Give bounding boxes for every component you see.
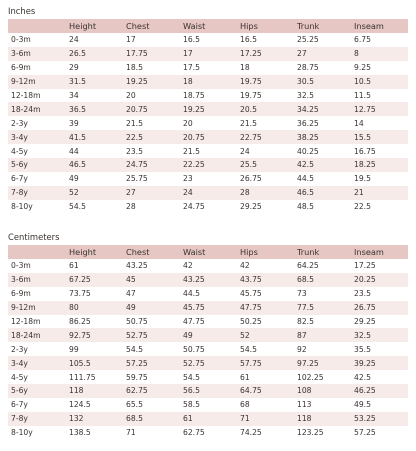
measurement-cell: 41.5 — [69, 132, 86, 142]
measurement-cell: 52.75 — [183, 358, 205, 368]
measurement-cell: 118 — [297, 414, 312, 424]
measurement-cell: 108 — [297, 386, 312, 396]
table-row — [8, 259, 408, 273]
table-row — [8, 33, 408, 47]
measurement-cell: 57.25 — [126, 358, 148, 368]
measurement-cell: 46.25 — [354, 386, 376, 396]
size-label-cell: 12-18m — [11, 91, 41, 100]
table-row — [8, 102, 408, 116]
measurement-cell: 42.5 — [297, 160, 314, 170]
measurement-cell: 22.5 — [126, 132, 143, 142]
measurement-cell: 20.75 — [183, 132, 205, 142]
table-row — [8, 144, 408, 158]
measurement-cell: 68.5 — [126, 414, 143, 424]
measurement-cell: 82.5 — [297, 317, 314, 326]
measurement-cell: 6.75 — [354, 35, 371, 45]
size-label-cell: 3-6m — [11, 49, 31, 59]
table-row — [8, 61, 408, 75]
measurement-cell: 49.5 — [354, 400, 371, 410]
measurement-cell: 28.75 — [297, 63, 319, 73]
measurement-cell: 16.5 — [240, 35, 257, 45]
measurement-cell: 52 — [240, 330, 250, 340]
measurement-cell: 99 — [69, 344, 79, 354]
table-row — [8, 75, 408, 89]
measurement-cell: 42.5 — [354, 372, 371, 382]
measurement-cell: 42 — [240, 261, 250, 271]
measurement-cell: 32.5 — [354, 330, 371, 340]
measurement-cell: 67.25 — [69, 275, 91, 285]
size-label-cell: 2-3y — [11, 118, 28, 128]
measurement-cell: 49 — [69, 174, 79, 184]
measurement-cell: 17.75 — [126, 49, 148, 59]
measurement-cell: 113 — [297, 400, 312, 410]
measurement-cell: 25.5 — [240, 160, 257, 170]
measurement-cell: 20.75 — [126, 104, 148, 114]
size-label-cell: 18-24m — [11, 330, 41, 340]
measurement-cell: 68 — [240, 400, 250, 410]
table-row — [8, 47, 408, 61]
measurement-cell: 118 — [69, 386, 84, 396]
measurement-cell: 73 — [297, 289, 307, 299]
measurement-cell: 18.25 — [354, 160, 376, 170]
measurement-cell: 31.5 — [69, 77, 86, 87]
inches-size-table — [8, 19, 408, 214]
measurement-cell: 21.5 — [183, 146, 200, 156]
measurement-cell: 28 — [240, 188, 250, 198]
header-size-cell — [8, 19, 66, 33]
size-label-cell: 5-6y — [11, 160, 28, 170]
measurement-cell: 35.5 — [354, 344, 371, 354]
size-label-cell: 6-9m — [11, 63, 31, 73]
centimeters-size-table — [8, 245, 408, 440]
measurement-cell: 14 — [354, 118, 364, 128]
measurement-cell: 105.5 — [69, 358, 91, 368]
measurement-cell: 92 — [297, 344, 307, 354]
measurement-cell: 44.5 — [183, 289, 200, 299]
measurement-cell: 39 — [69, 118, 79, 128]
table-row — [8, 287, 408, 301]
measurement-cell: 54.5 — [183, 372, 200, 382]
measurement-cell: 64.25 — [297, 261, 319, 271]
table-row — [8, 116, 408, 130]
table-row — [8, 200, 408, 214]
header-hips-cell: Hips — [240, 247, 258, 257]
size-label-cell: 6-7y — [11, 174, 28, 184]
measurement-cell: 18.5 — [126, 63, 143, 73]
measurement-cell: 123.25 — [297, 428, 324, 438]
header-height-cell: Height — [69, 247, 97, 257]
header-hips-cell: Hips — [240, 21, 258, 31]
measurement-cell: 17 — [126, 35, 136, 45]
measurement-cell: 25.75 — [126, 174, 148, 184]
measurement-cell: 16.75 — [354, 146, 376, 156]
measurement-cell: 20 — [126, 91, 136, 100]
measurement-cell: 17.25 — [354, 261, 376, 271]
measurement-cell: 50.75 — [183, 344, 205, 354]
table-header-row — [8, 19, 408, 33]
size-label-cell: 9-12m — [11, 303, 36, 313]
measurement-cell: 50.25 — [240, 317, 262, 326]
measurement-cell: 71 — [240, 414, 250, 424]
measurement-cell: 17.25 — [240, 49, 262, 59]
measurement-cell: 10.5 — [354, 77, 371, 87]
size-label-cell: 3-4y — [11, 358, 28, 368]
measurement-cell: 53.25 — [354, 414, 376, 424]
measurement-cell: 49 — [183, 330, 193, 340]
size-label-cell: 3-4y — [11, 132, 28, 142]
measurement-cell: 19.25 — [126, 77, 148, 87]
measurement-cell: 23.5 — [126, 146, 143, 156]
measurement-cell: 24 — [69, 35, 79, 45]
measurement-cell: 26.75 — [354, 303, 376, 313]
table-row — [8, 158, 408, 172]
measurement-cell: 45 — [126, 275, 136, 285]
size-label-cell: 3-6m — [11, 275, 31, 285]
measurement-cell: 80 — [69, 303, 79, 313]
measurement-cell: 38.25 — [297, 132, 319, 142]
measurement-cell: 42 — [183, 261, 193, 271]
measurement-cell: 8 — [354, 49, 359, 59]
table-row — [8, 356, 408, 370]
measurement-cell: 19.25 — [183, 104, 205, 114]
table-row — [8, 384, 408, 398]
measurement-cell: 77.5 — [297, 303, 314, 313]
measurement-cell: 11.5 — [354, 91, 371, 100]
measurement-cell: 44 — [69, 146, 79, 156]
measurement-cell: 52 — [69, 188, 79, 198]
inches-section-title: Inches — [8, 6, 36, 16]
measurement-cell: 29 — [69, 63, 79, 73]
measurement-cell: 43.75 — [240, 275, 262, 285]
header-inseam-cell: Inseam — [354, 247, 384, 257]
size-label-cell: 6-9m — [11, 289, 31, 299]
measurement-cell: 27 — [126, 188, 136, 198]
size-label-cell: 12-18m — [11, 317, 41, 326]
measurement-cell: 47.75 — [183, 317, 205, 326]
measurement-cell: 46.5 — [297, 188, 314, 198]
measurement-cell: 97.25 — [297, 358, 319, 368]
measurement-cell: 43.25 — [183, 275, 205, 285]
measurement-cell: 44.5 — [297, 174, 314, 184]
header-waist-cell: Waist — [183, 247, 206, 257]
table-row — [8, 398, 408, 412]
measurement-cell: 26.5 — [69, 49, 86, 59]
measurement-cell: 73.75 — [69, 289, 91, 299]
measurement-cell: 58.5 — [183, 400, 200, 410]
measurement-cell: 24.75 — [183, 202, 205, 212]
measurement-cell: 61 — [240, 372, 250, 382]
measurement-cell: 124.5 — [69, 400, 91, 410]
measurement-cell: 34.25 — [297, 104, 319, 114]
measurement-cell: 19.5 — [354, 174, 371, 184]
measurement-cell: 40.25 — [297, 146, 319, 156]
measurement-cell: 29.25 — [240, 202, 262, 212]
table-row — [8, 186, 408, 200]
measurement-cell: 29.25 — [354, 317, 376, 326]
table-row — [8, 412, 408, 426]
measurement-cell: 47.75 — [240, 303, 262, 313]
measurement-cell: 22.25 — [183, 160, 205, 170]
measurement-cell: 54.5 — [69, 202, 86, 212]
measurement-cell: 92.75 — [69, 330, 91, 340]
measurement-cell: 18 — [240, 63, 250, 73]
measurement-cell: 16.5 — [183, 35, 200, 45]
measurement-cell: 111.75 — [69, 372, 96, 382]
size-label-cell: 8-10y — [11, 428, 33, 438]
measurement-cell: 23.5 — [354, 289, 371, 299]
measurement-cell: 34 — [69, 91, 79, 100]
measurement-cell: 64.75 — [240, 386, 262, 396]
measurement-cell: 71 — [126, 428, 136, 438]
size-label-cell: 4-5y — [11, 372, 28, 382]
measurement-cell: 15.5 — [354, 132, 371, 142]
table-row — [8, 370, 408, 384]
measurement-cell: 12.75 — [354, 104, 376, 114]
header-chest-cell: Chest — [126, 247, 150, 257]
measurement-cell: 18 — [183, 77, 193, 87]
table-row — [8, 172, 408, 186]
measurement-cell: 20 — [183, 118, 193, 128]
measurement-cell: 61 — [183, 414, 193, 424]
size-label-cell: 18-24m — [11, 104, 41, 114]
table-row — [8, 301, 408, 315]
measurement-cell: 19.75 — [240, 77, 262, 87]
measurement-cell: 57.25 — [354, 428, 376, 438]
size-label-cell: 6-7y — [11, 400, 28, 410]
measurement-cell: 19.75 — [240, 91, 262, 100]
measurement-cell: 18.75 — [183, 91, 205, 100]
measurement-cell: 25.25 — [297, 35, 319, 45]
table-row — [8, 89, 408, 103]
measurement-cell: 132 — [69, 414, 84, 424]
measurement-cell: 68.5 — [297, 275, 314, 285]
measurement-cell: 45.75 — [240, 289, 262, 299]
measurement-cell: 52.75 — [126, 330, 148, 340]
measurement-cell: 24 — [183, 188, 193, 198]
header-inseam-cell: Inseam — [354, 21, 384, 31]
table-row — [8, 342, 408, 356]
measurement-cell: 27 — [297, 49, 307, 59]
measurement-cell: 59.75 — [126, 372, 148, 382]
size-label-cell: 7-8y — [11, 414, 28, 424]
measurement-cell: 21 — [354, 188, 364, 198]
measurement-cell: 57.75 — [240, 358, 262, 368]
table-header-row — [8, 245, 408, 259]
measurement-cell: 87 — [297, 330, 307, 340]
centimeters-section-title: Centimeters — [8, 232, 60, 242]
measurement-cell: 24.75 — [126, 160, 148, 170]
size-label-cell: 4-5y — [11, 146, 28, 156]
measurement-cell: 9.25 — [354, 63, 371, 73]
measurement-cell: 62.75 — [126, 386, 148, 396]
measurement-cell: 23 — [183, 174, 193, 184]
measurement-cell: 50.75 — [126, 317, 148, 326]
measurement-cell: 48.5 — [297, 202, 314, 212]
measurement-cell: 24 — [240, 146, 250, 156]
measurement-cell: 17.5 — [183, 63, 200, 73]
measurement-cell: 54.5 — [126, 344, 143, 354]
size-label-cell: 0-3m — [11, 261, 31, 271]
measurement-cell: 39.25 — [354, 358, 376, 368]
table-row — [8, 273, 408, 287]
measurement-cell: 47 — [126, 289, 136, 299]
size-label-cell: 9-12m — [11, 77, 36, 87]
measurement-cell: 54.5 — [240, 344, 257, 354]
table-row — [8, 426, 408, 440]
header-chest-cell: Chest — [126, 21, 150, 31]
header-height-cell: Height — [69, 21, 97, 31]
measurement-cell: 17 — [183, 49, 193, 59]
measurement-cell: 45.75 — [183, 303, 205, 313]
header-trunk-cell: Trunk — [297, 247, 320, 257]
size-label-cell: 0-3m — [11, 35, 31, 45]
measurement-cell: 56.5 — [183, 386, 200, 396]
measurement-cell: 102.25 — [297, 372, 324, 382]
measurement-cell: 49 — [126, 303, 136, 313]
header-waist-cell: Waist — [183, 21, 206, 31]
measurement-cell: 30.5 — [297, 77, 314, 87]
measurement-cell: 20.5 — [240, 104, 257, 114]
measurement-cell: 62.75 — [183, 428, 205, 438]
measurement-cell: 46.5 — [69, 160, 86, 170]
measurement-cell: 21.5 — [126, 118, 143, 128]
measurement-cell: 28 — [126, 202, 136, 212]
header-trunk-cell: Trunk — [297, 21, 320, 31]
table-row — [8, 130, 408, 144]
measurement-cell: 32.5 — [297, 91, 314, 100]
measurement-cell: 74.25 — [240, 428, 262, 438]
size-label-cell: 7-8y — [11, 188, 28, 198]
measurement-cell: 36.5 — [69, 104, 86, 114]
measurement-cell: 138.5 — [69, 428, 91, 438]
measurement-cell: 43.25 — [126, 261, 148, 271]
measurement-cell: 22.75 — [240, 132, 262, 142]
header-size-cell — [8, 245, 66, 259]
measurement-cell: 65.5 — [126, 400, 143, 410]
measurement-cell: 86.25 — [69, 317, 91, 326]
measurement-cell: 22.5 — [354, 202, 371, 212]
measurement-cell: 36.25 — [297, 118, 319, 128]
table-row — [8, 315, 408, 329]
size-label-cell: 2-3y — [11, 344, 28, 354]
measurement-cell: 20.25 — [354, 275, 376, 285]
size-label-cell: 8-10y — [11, 202, 33, 212]
table-row — [8, 328, 408, 342]
measurement-cell: 26.75 — [240, 174, 262, 184]
measurement-cell: 61 — [69, 261, 79, 271]
measurement-cell: 21.5 — [240, 118, 257, 128]
size-label-cell: 5-6y — [11, 386, 28, 396]
